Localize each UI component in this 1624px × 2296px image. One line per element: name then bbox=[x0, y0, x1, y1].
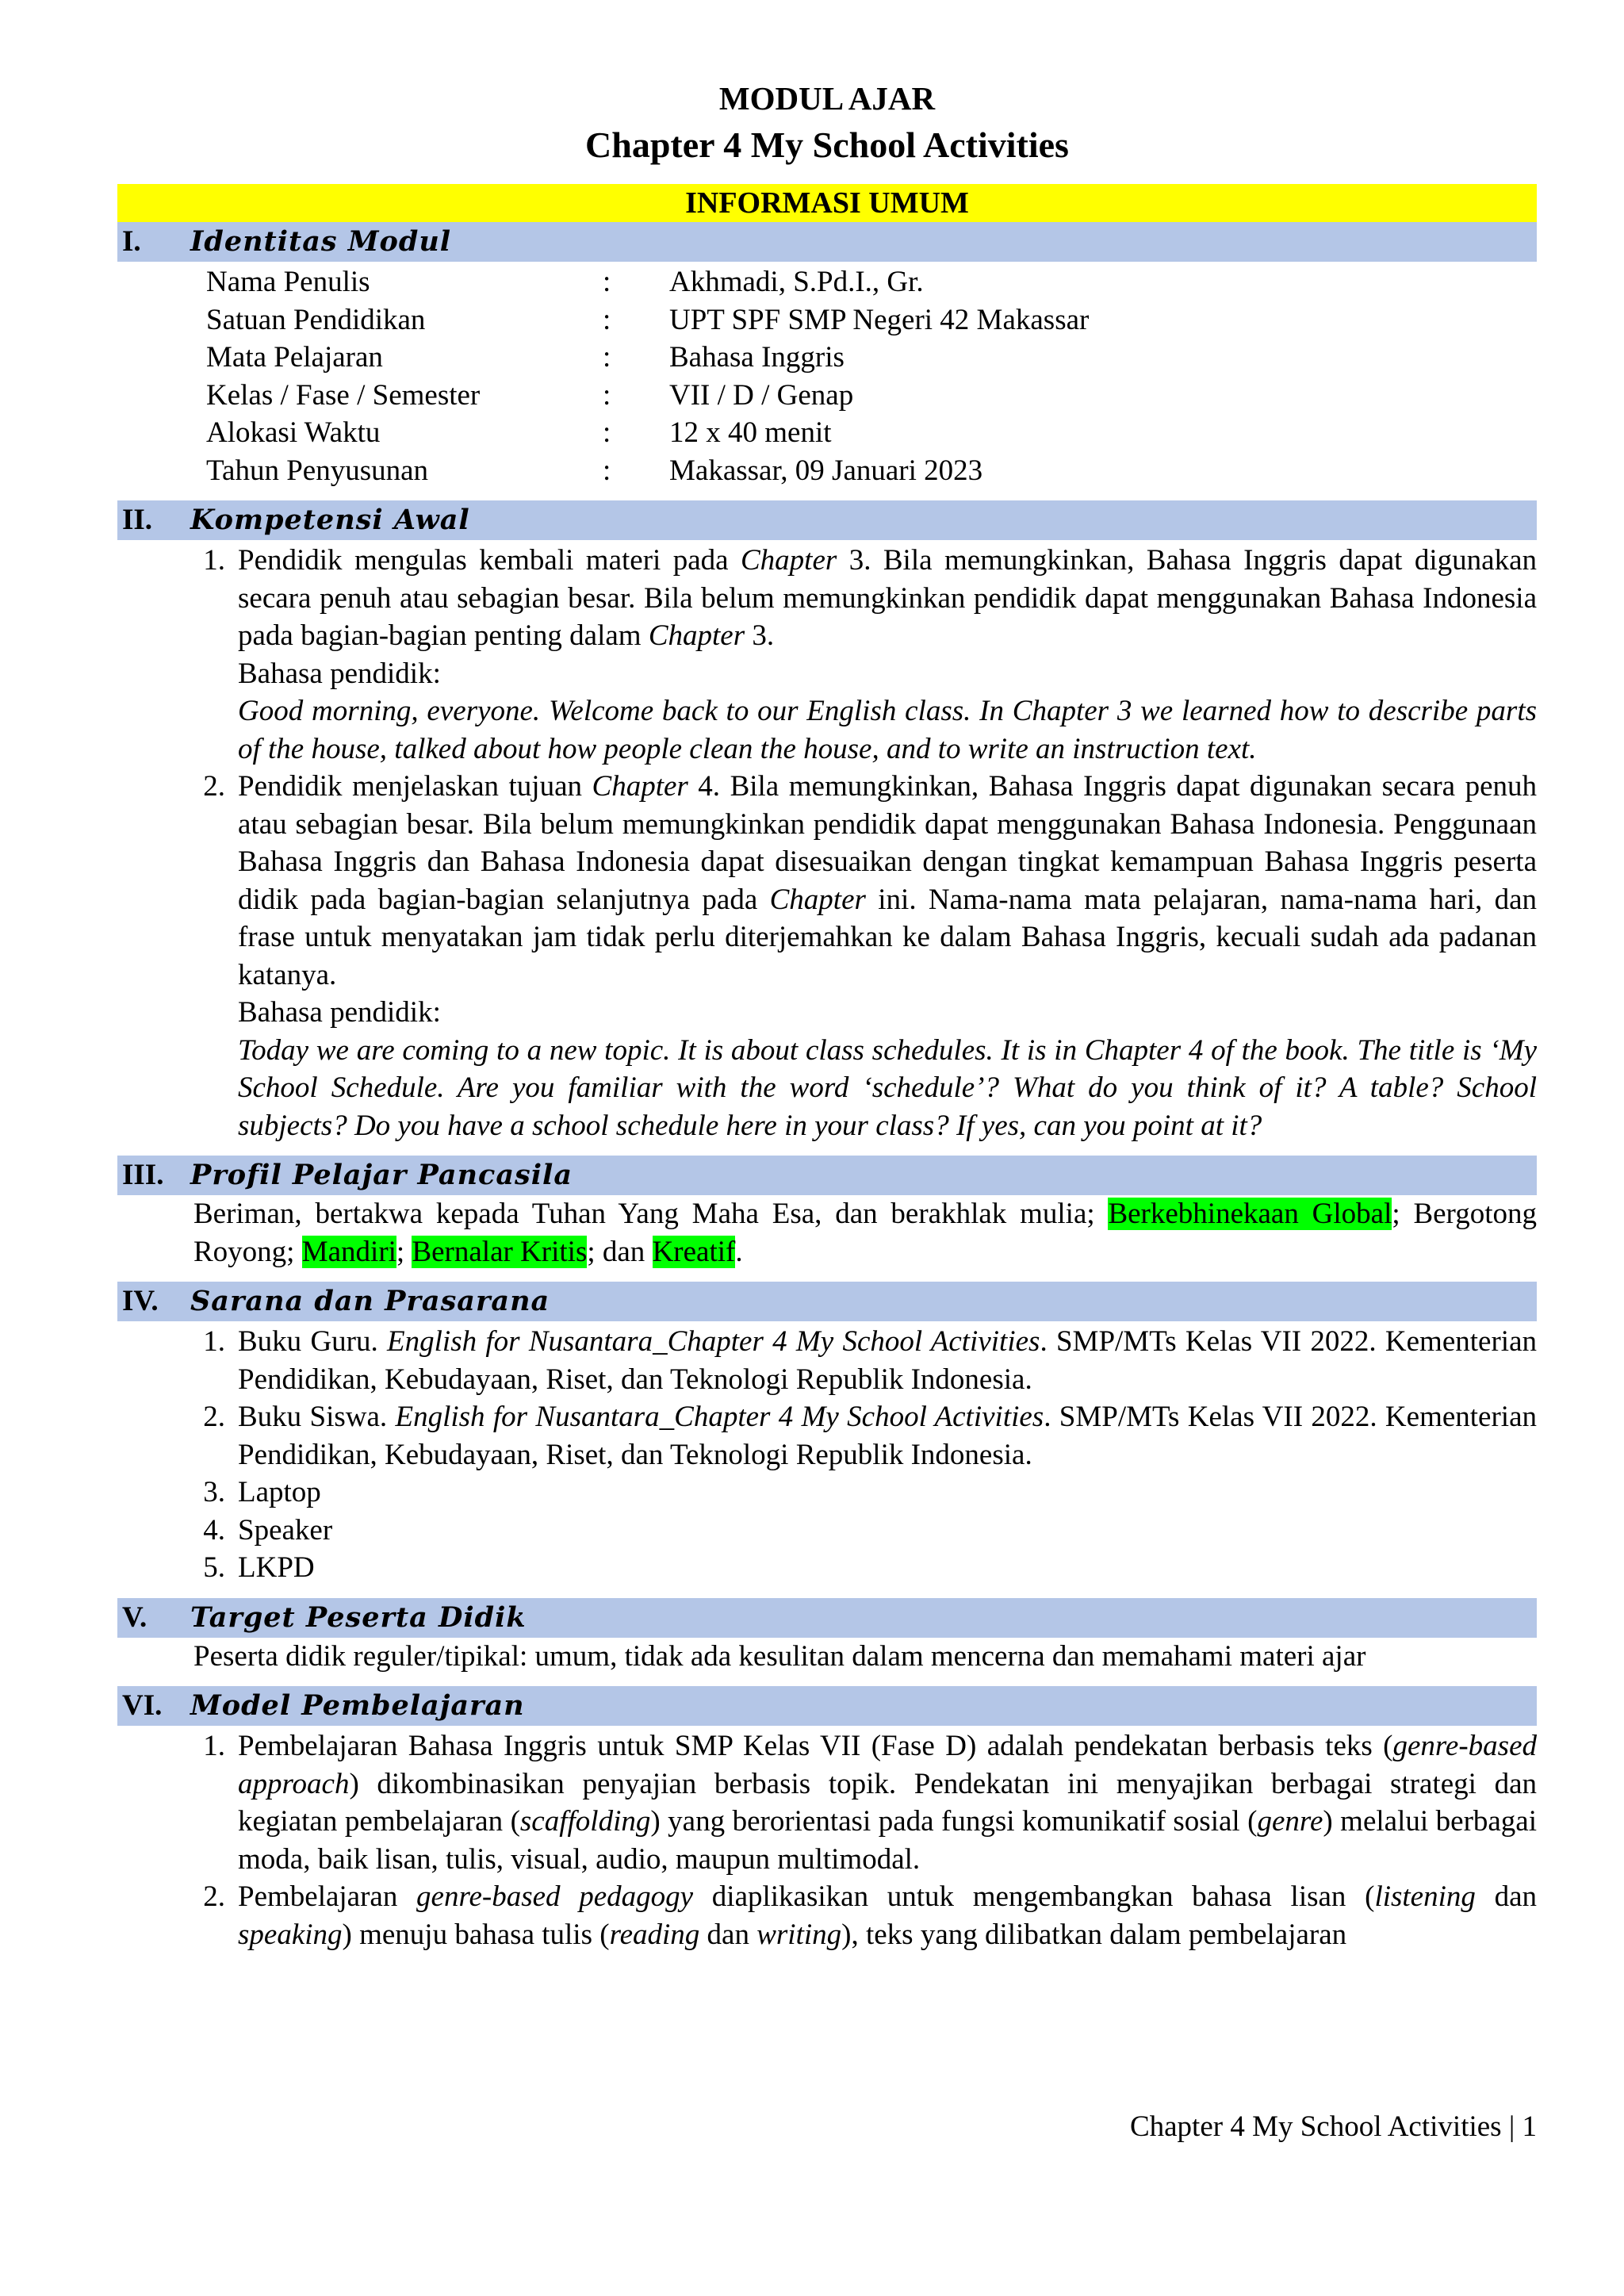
identity-row bbox=[206, 377, 1537, 415]
text-run: Pendidik mengulas kembali materi pada bbox=[238, 544, 741, 577]
text-run: 3. bbox=[745, 619, 775, 652]
page-footer: Chapter 4 My School Activities | 1 bbox=[1129, 2110, 1537, 2143]
text-run: 4. Bila memungkinkan, Bahasa Inggris dapat digunakan secara penuh atau sebagian besar. Bila belum memungkinkan pendidik dapat menggunakan Bahasa Indonesia. Penggunaan Bahasa Inggris dan Bahasa Indonesia dapat disesuaikan dengan tingkat kemampuan Bahasa Inggris peserta didik pada bagian-bagian selanjutnya pada bbox=[238, 770, 1537, 916]
list-item bbox=[117, 1398, 1537, 1474]
document-page bbox=[117, 76, 1537, 1953]
target-paragraph: Peserta didik reguler/tipikal: umum, tidak ada kesulitan dalam mencerna dan memahami materi ajar bbox=[193, 1639, 1366, 1673]
text-run: ) dikombinasikan penyajian berbasis topik. Pendekatan ini menyajikan berbagai strategi dan kegiatan pembelajaran ( bbox=[238, 1767, 1537, 1838]
list-number: 4. bbox=[203, 1513, 225, 1547]
text-run-italic: English for Nusantara_Chapter 4 My School Activities bbox=[387, 1325, 1040, 1358]
text-run: ) menuju bahasa tulis ( bbox=[342, 1918, 610, 1951]
identity-value: UPT SPF SMP Negeri 42 Makassar bbox=[669, 303, 1090, 336]
text-run-italic: reading bbox=[609, 1918, 700, 1951]
identity-row bbox=[206, 301, 1537, 339]
list-item bbox=[117, 1323, 1537, 1398]
text-run: 3. Bila memungkinkan, Bahasa Inggris dapat digunakan secara penuh atau sebagian besar. Bila belum memungkinkan pendidik dapat menggunakan Bahasa Indonesia pada bagian-bagian penting dalam bbox=[238, 544, 1537, 652]
teacher-language-label: Bahasa pendidik: bbox=[238, 996, 441, 1029]
text-run-italic: Chapter bbox=[592, 770, 688, 803]
highlighted-text: Berkebhinekaan Global bbox=[1108, 1198, 1392, 1230]
list-number: 2. bbox=[203, 770, 225, 803]
identity-row bbox=[206, 414, 1537, 452]
list-number: 2. bbox=[203, 1880, 225, 1913]
section-title: Sarana dan Prasarana bbox=[190, 1285, 550, 1317]
text-run-italic: speaking bbox=[238, 1918, 343, 1951]
text-run: . SMP/MTs Kelas VII 2022. Kementerian Pendidikan, Kebudayaan, Riset, dan Teknologi Republik Indonesia. bbox=[238, 1325, 1537, 1396]
highlighted-text: Kreatif bbox=[652, 1235, 736, 1268]
text-run: Pembelajaran Bahasa Inggris untuk SMP Kelas VII (Fase D) adalah pendekatan berbasis teks ( bbox=[238, 1730, 1393, 1762]
text-run-italic: listening bbox=[1374, 1880, 1476, 1913]
text-run: ) melalui berbagai moda, baik lisan, tulis, visual, audio, maupun multimodal. bbox=[238, 1805, 1538, 1876]
paragraph bbox=[238, 768, 1537, 994]
teacher-language-label: Bahasa pendidik: bbox=[238, 657, 441, 690]
text-run: . bbox=[735, 1235, 743, 1268]
section-header-identitas bbox=[117, 222, 1537, 262]
section-number: IV. bbox=[122, 1285, 159, 1317]
list-item-body bbox=[238, 768, 1537, 1144]
text-run-italic: scaffolding bbox=[519, 1805, 651, 1838]
list-item bbox=[117, 768, 1537, 1144]
list-item bbox=[117, 1512, 1537, 1550]
identity-colon: : bbox=[603, 266, 611, 298]
section-title: Target Peserta Didik bbox=[190, 1600, 527, 1634]
list-item-body bbox=[238, 1878, 1537, 1953]
section-number: II. bbox=[122, 504, 153, 536]
text-run: ; bbox=[396, 1235, 412, 1268]
identity-row bbox=[206, 339, 1537, 377]
section-title: Model Pembelajaran bbox=[190, 1689, 525, 1722]
text-run: dan bbox=[699, 1918, 757, 1951]
section-number: I. bbox=[122, 225, 141, 258]
kompetensi-list bbox=[117, 542, 1537, 1144]
section-header-sarana bbox=[117, 1282, 1537, 1321]
section-number: VI. bbox=[122, 1689, 163, 1722]
section-number: III. bbox=[122, 1159, 164, 1191]
identity-label: Tahun Penyusunan bbox=[206, 454, 429, 487]
profil-paragraph bbox=[193, 1195, 1537, 1271]
identity-row bbox=[206, 263, 1537, 301]
list-number: 1. bbox=[203, 1325, 225, 1358]
section-header-target bbox=[117, 1598, 1537, 1638]
teacher-language-quote: Good morning, everyone. Welcome back to our English class. In Chapter 3 we learned how to describe parts of the house, talked about how people clean the house, and to write an instruction text. bbox=[238, 695, 1537, 765]
highlighted-text: Mandiri bbox=[301, 1235, 396, 1268]
section-header-model bbox=[117, 1686, 1537, 1726]
text-run: Beriman, bertakwa kepada Tuhan Yang Maha Esa, dan berakhlak mulia; bbox=[193, 1198, 1109, 1230]
list-item bbox=[117, 1474, 1537, 1512]
list-item-body bbox=[238, 1398, 1537, 1474]
identity-colon: : bbox=[603, 416, 611, 449]
identity-label: Nama Penulis bbox=[206, 266, 370, 298]
identity-label: Alokasi Waktu bbox=[206, 416, 381, 449]
text-run: ; dan bbox=[587, 1235, 653, 1268]
text-run-italic: genre-based approach bbox=[238, 1730, 1537, 1800]
identity-value: 12 x 40 menit bbox=[669, 416, 832, 449]
identity-value: Makassar, 09 Januari 2023 bbox=[669, 454, 983, 487]
document-title: MODUL AJAR bbox=[718, 80, 936, 117]
list-item-body: Speaker bbox=[238, 1513, 333, 1547]
list-item bbox=[117, 1878, 1537, 1953]
section-title: Kompetensi Awal bbox=[190, 504, 470, 536]
list-item bbox=[117, 1549, 1537, 1587]
list-item bbox=[117, 1727, 1537, 1878]
identity-value: Akhmadi, S.Pd.I., Gr. bbox=[669, 266, 924, 298]
list-number: 1. bbox=[203, 544, 225, 577]
identity-row bbox=[206, 452, 1537, 490]
text-run: dan bbox=[1475, 1880, 1538, 1913]
identity-table bbox=[206, 263, 1537, 489]
paragraph bbox=[238, 542, 1537, 655]
identity-colon: : bbox=[603, 303, 611, 336]
model-list bbox=[117, 1727, 1537, 1953]
text-run-italic: English for Nusantara_Chapter 4 My School Activities bbox=[395, 1401, 1044, 1433]
text-run: Buku Guru. bbox=[238, 1325, 388, 1358]
teacher-language-quote: Today we are coming to a new topic. It is about class schedules. It is in Chapter 4 of the book. The title is ‘My School Schedule. Are you familiar with the word ‘schedule’? What do you think of it? A table? School subjects? Do you have a school schedule here in your class? If yes, can you point at it? bbox=[238, 1033, 1537, 1142]
section-title: Identitas Modul bbox=[190, 225, 452, 258]
identity-label: Mata Pelajaran bbox=[206, 341, 383, 374]
text-run-italic: Chapter bbox=[741, 544, 837, 577]
identity-label: Satuan Pendidikan bbox=[206, 303, 426, 336]
text-run: ini. Nama-nama mata pelajaran, nama-nama hari, dan frase untuk menyatakan jam tidak perlu diterjemahkan ke dalam Bahasa Inggris, kecuali sudah ada padanan katanya. bbox=[238, 883, 1538, 991]
list-item-body: LKPD bbox=[238, 1551, 315, 1584]
list-number: 2. bbox=[203, 1401, 225, 1433]
identity-value: VII / D / Genap bbox=[669, 378, 854, 412]
list-item-body: Laptop bbox=[238, 1476, 321, 1508]
section-number: V. bbox=[122, 1600, 147, 1634]
list-item-body bbox=[238, 542, 1537, 768]
text-run-italic: genre-based pedagogy bbox=[416, 1880, 694, 1913]
section-title: Profil Pelajar Pancasila bbox=[190, 1159, 573, 1191]
text-run: ) yang berorientasi pada fungsi komunikatif sosial ( bbox=[650, 1805, 1258, 1838]
list-number: 1. bbox=[203, 1730, 225, 1762]
document-subtitle: Chapter 4 My School Activities bbox=[585, 125, 1069, 165]
list-number: 3. bbox=[203, 1476, 225, 1508]
section-header-profil bbox=[117, 1156, 1537, 1195]
text-run-italic: Chapter bbox=[769, 883, 866, 916]
text-run: Pembelajaran bbox=[238, 1880, 417, 1913]
list-number: 5. bbox=[203, 1551, 225, 1584]
highlighted-text: Bernalar Kritis bbox=[412, 1235, 588, 1268]
text-run: ; Bergotong Royong; bbox=[193, 1198, 1537, 1268]
identity-colon: : bbox=[603, 378, 611, 412]
identity-colon: : bbox=[603, 454, 611, 487]
list-item-body bbox=[238, 1727, 1537, 1878]
identity-value: Bahasa Inggris bbox=[669, 341, 845, 374]
sarana-list bbox=[117, 1323, 1537, 1587]
list-item-body bbox=[238, 1323, 1537, 1398]
text-run: ), teks yang dilibatkan dalam pembelajaran bbox=[841, 1918, 1347, 1951]
text-run: diaplikasikan untuk mengembangkan bahasa lisan ( bbox=[693, 1880, 1375, 1913]
text-run: Buku Siswa. bbox=[238, 1401, 396, 1433]
list-item bbox=[117, 542, 1537, 768]
info-bar: INFORMASI UMUM bbox=[117, 184, 1537, 222]
text-run-italic: genre bbox=[1257, 1805, 1323, 1838]
identity-colon: : bbox=[603, 341, 611, 374]
section-header-kompetensi bbox=[117, 500, 1537, 540]
identity-label: Kelas / Fase / Semester bbox=[206, 378, 481, 412]
text-run: Pendidik menjelaskan tujuan bbox=[238, 770, 592, 803]
text-run: . SMP/MTs Kelas VII 2022. Kementerian Pendidikan, Kebudayaan, Riset, dan Teknologi Republik Indonesia. bbox=[238, 1401, 1538, 1471]
text-run-italic: writing bbox=[756, 1918, 842, 1951]
text-run-italic: Chapter bbox=[648, 619, 745, 652]
